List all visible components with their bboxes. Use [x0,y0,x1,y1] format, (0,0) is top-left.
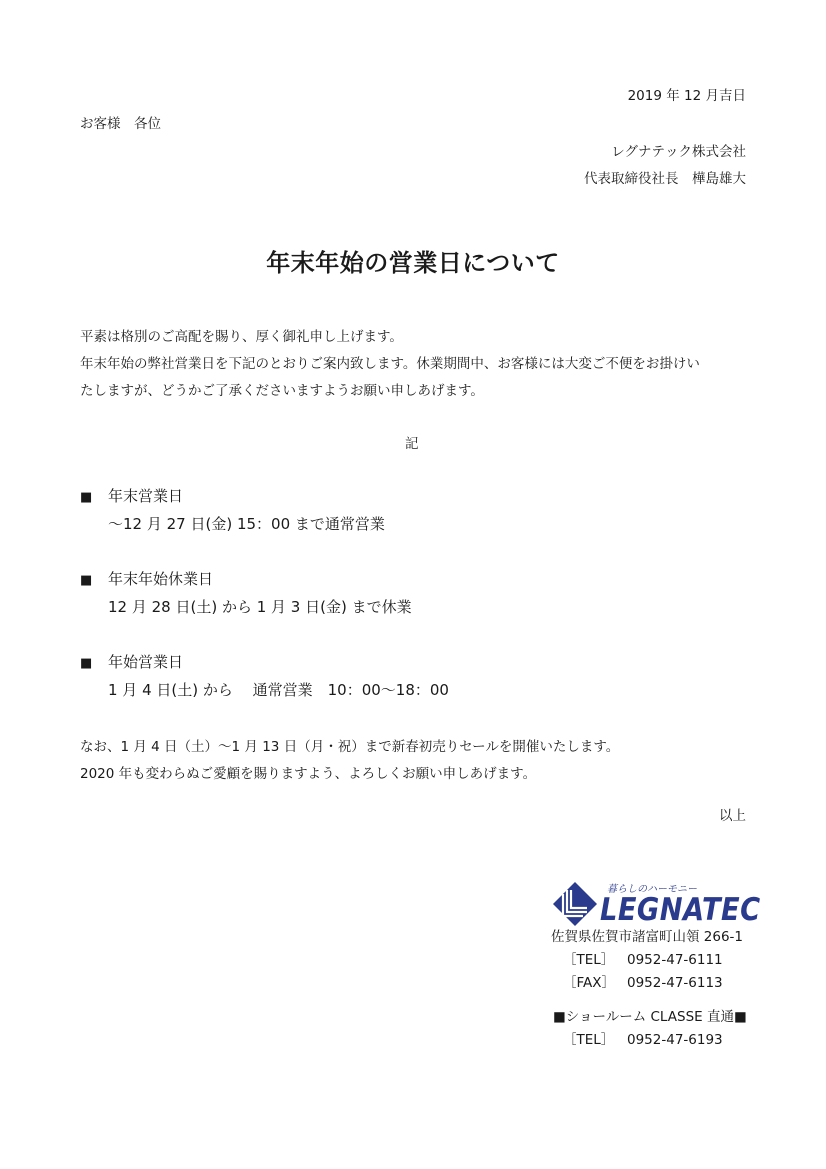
intro-line-3: たしますが、どうかご了承くださいますようお願い申しあげます。 [80,383,484,399]
closing-line-1: なお、1 月 4 日（土）～1 月 13 日（月・祝）まで新春初売りセールを開催いたします。 [80,739,620,755]
section-detail: ～12 月 27 日(金) 15：00 まで通常営業 [108,515,385,533]
intro-line-1: 平素は格別のご高配を賜り、厚く御礼申し上げます。 [80,329,403,345]
section-detail: 12 月 28 日(土) から 1 月 3 日(金) まで休業 [108,598,412,616]
fax-label: ［FAX］ [563,975,616,991]
bullet-square-icon: ■ [80,490,93,505]
company-logo [551,878,761,928]
legnatec-mark-icon [551,880,599,928]
showroom-tel-number: 0952-47-6193 [627,1032,723,1048]
closing-line-2: 2020 年も変わらぬご愛顧を賜りますよう、よろしくお願い申しあげます。 [80,766,537,782]
bullet-square-icon: ■ [80,573,93,588]
closing-end: 以上 [719,808,746,824]
page-title: 年末年始の営業日について [266,249,560,277]
address: 佐賀県佐賀市諸富町山領 266-1 [551,929,744,945]
logo-tagline: 暮らしのハーモニー [607,884,697,895]
company-name: レグナテック株式会社 [611,144,746,160]
section-detail: 1 月 4 日(土) から 通常営業 10：00～18：00 [108,681,449,699]
fax-number: 0952-47-6113 [627,975,723,991]
document-date: 2019 年 12 月吉日 [627,88,746,104]
section-heading: 年末営業日 [108,487,184,505]
signatory: 代表取締役社長 樺島雄大 [584,171,746,187]
showroom-tel-label: ［TEL］ [563,1032,615,1048]
intro-line-2: 年末年始の弊社営業日を下記のとおりご案内致します。休業期間中、お客様には大変ご不便をお掛けい [80,356,700,372]
section-heading: 年末年始休業日 [108,570,214,588]
recipient: お客様 各位 [80,116,161,132]
bullet-square-icon: ■ [80,656,93,671]
section-heading: 年始営業日 [108,653,184,671]
showroom-heading: ■ショールーム CLASSE 直通■ [553,1009,747,1025]
ki-marker: 記 [405,436,419,452]
tel-number: 0952-47-6111 [627,952,723,968]
tel-label: ［TEL］ [563,952,615,968]
logo-wordmark: LEGNATEC [600,892,761,928]
